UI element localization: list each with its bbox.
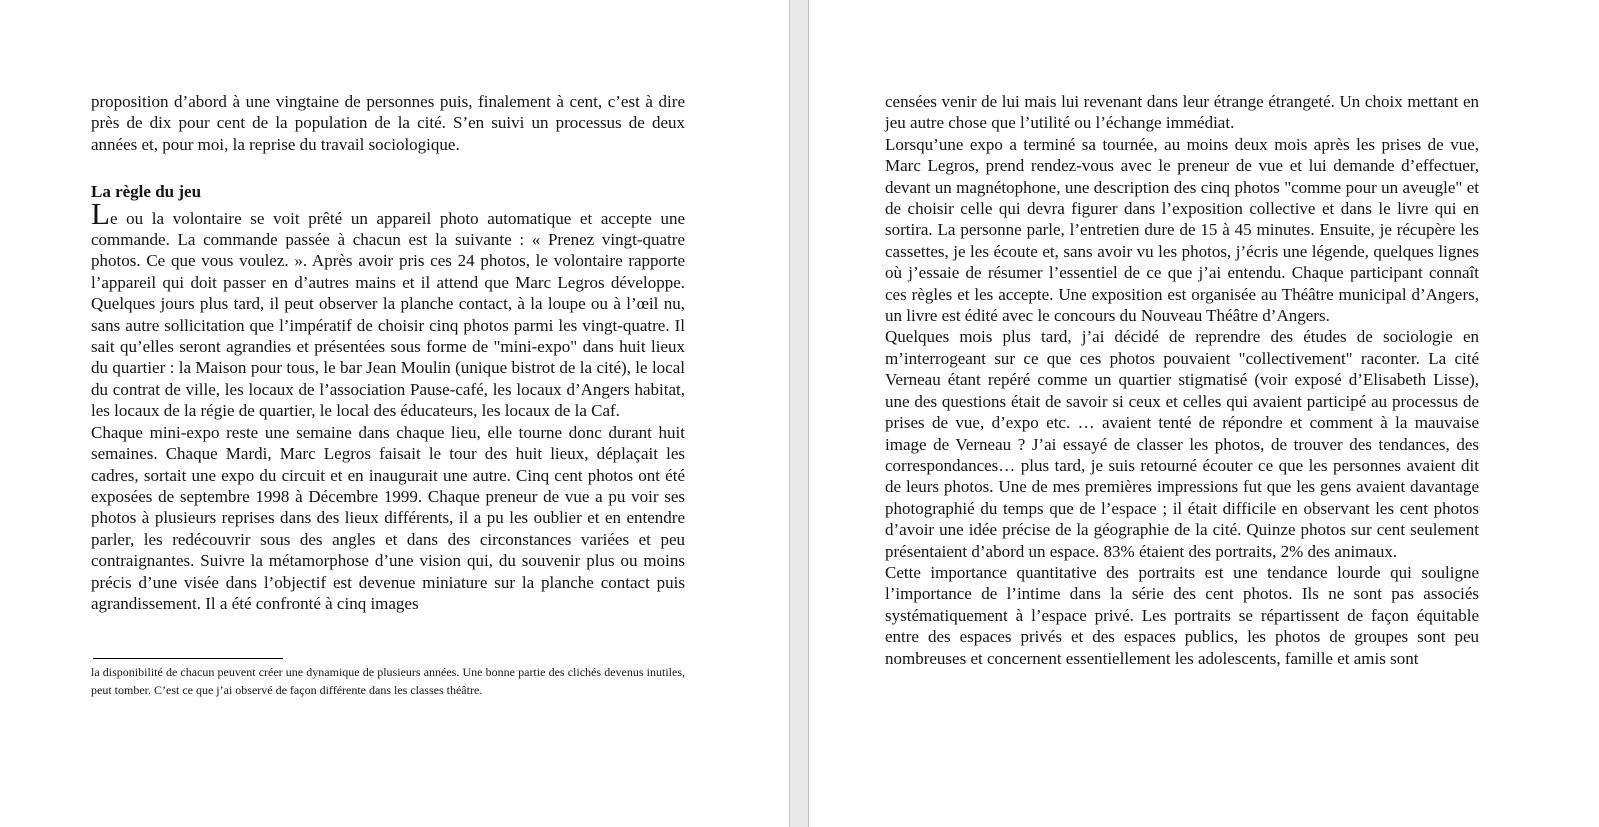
document-page-right (809, 0, 1599, 827)
page-left-text-column (91, 91, 685, 699)
section-heading-la-regle-du-jeu: La règle du jeu (91, 182, 202, 202)
page-gap-divider (789, 0, 809, 827)
paragraph-rule-of-game (91, 195, 685, 422)
footnote-text: la disponibilité de chacun peuvent créer une dynamique de plusieurs années. Une bonne partie des clichés devenus inutiles, peut tomber. C’est ce que j’ai observé de façon différente dans les classes théâtre. (91, 665, 685, 697)
footnote-separator-rule (93, 658, 283, 659)
paragraph-expo-tournee: Lorsqu’une expo a terminé sa tournée, au moins deux mois après les prises de vue, Marc Legros, prend rendez-vous avec le preneur de vue et lui demande d’effectuer, devant un magnétophone, une description des cinq photos "comme pour un aveugle" et de choisir celle qui devra figurer dans l’exposition collective et dans le livre qui en sortira. La personne parle, l’entretien dure de 15 à 45 minutes. Ensuite, je récupère les cassettes, je les écoute et, sans avoir vu les photos, j’écris une légende, quelques lignes où j’essaie de résumer l’essentiel de ce que j’ai entendu. Chaque participant connaît ces règles et les accepte. Une exposition est organisée au Théâtre municipal d’Angers, un livre est édité avec le concours du Nouveau Théâtre d’Angers. (885, 134, 1479, 326)
page-right-text-column (885, 91, 1479, 669)
footnote-area (91, 658, 685, 699)
paragraph-censees-venir: censées venir de lui mais lui revenant dans leur étrange étrangeté. Un choix mettant en jeu autre chose que l’utilité ou l’échange immédiat. (885, 92, 1479, 133)
dropcap-initial-letter: L (91, 195, 110, 231)
document-page-left (0, 0, 789, 827)
paragraph-importance-portraits: Cette importance quantitative des portraits est une tendance lourde qui souligne l’importance de l’intime dans la série des cent photos. Ils ne sont pas associés systématiquement à l’espace privé. Les portraits se répartissent de façon équitable entre des espaces privés et des espaces publics, les photos de groupes sont peu nombreuses et concernent essentiellement les adolescents, famille et amis sont (885, 562, 1479, 668)
paragraph-rule-of-game-text: e ou la volontaire se voit prêté un appareil photo automatique et accepte une commande. La commande passée à chacun est la suivante : « Prenez vingt-quatre photos. Ce que vous voulez. ». Après avoir pris ces 24 photos, le volontaire rapporte l’appareil qui doit passer en d’autres mains et il attend que Marc Legros développe. Quelques jours plus tard, il peut observer la planche contact, à la loupe ou à l’œil nu, sans autre sollicitation que l’impératif de choisir cinq photos parmi les vingt-quatre. Il sait qu’elles seront agrandies et présentées sous forme de "mini-expo" dans huit lieux du quartier : la Maison pour tous, le bar Jean Moulin (unique bistrot de la cité), le local du contrat de ville, les locaux de l’association Pause-café, les locaux d’Angers habitat, les locaux de la régie de quartier, le local des éducateurs, les locaux de la Caf. (91, 208, 685, 421)
paragraph-intro-continuation: proposition d’abord à une vingtaine de personnes puis, finalement à cent, c’est à dire près de dix pour cent de la population de la cité. S’en suivi un processus de deux années et, pour moi, la reprise du travail sociologique. (91, 92, 685, 154)
paragraph-mini-expo-rotation: Chaque mini-expo reste une semaine dans chaque lieu, elle tourne donc durant huit semaines. Chaque Mardi, Marc Legros faisait le tour des huit lieux, déplaçait les cadres, sortait une expo du circuit et en inaugurait une autre. Cinq cent photos ont été exposées de septembre 1998 à Décembre 1999. Chaque preneur de vue a pu voir ses photos à plusieurs reprises dans des lieux différents, il a pu les oublier et en entendre parler, les redécouvrir sous des angles et dans des circonstances variées et peu contraignantes. Suivre la métamorphose d’une vision qui, du souvenir plus ou moins précis d’une visée dans l’objectif est devenue miniature sur la planche contact puis agrandissement. Il a été confronté à cinq images (91, 422, 685, 613)
paragraph-etudes-sociologie: Quelques mois plus tard, j’ai décidé de reprendre des études de sociologie en m’interrogeant sur ce que ces photos pouvaient "collectivement" raconter. La cité Verneau étant repéré comme un quartier stigmatisé (voir exposé d’Elisabeth Lisse), une des questions était de savoir si ceux et celles qui avaient participé au processus de prises de vue, d’expo etc. … avaient tenté de répondre et comment à la mauvaise image de Verneau ? J’ai essayé de classer les photos, de trouver des tendances, des correspondances… plus tard, je suis retourné écouter ce que les personnes avaient dit de leurs photos. Une de mes premières impressions fut que les gens avaient davantage photographié du temps que de l’espace ; il était difficile en observant les cent photos d’avoir une idée précise de la géographie de la cité. Quinze photos sur cent seulement présentaient d’abord un espace. 83% étaient des portraits, 2% des animaux. (885, 327, 1479, 561)
